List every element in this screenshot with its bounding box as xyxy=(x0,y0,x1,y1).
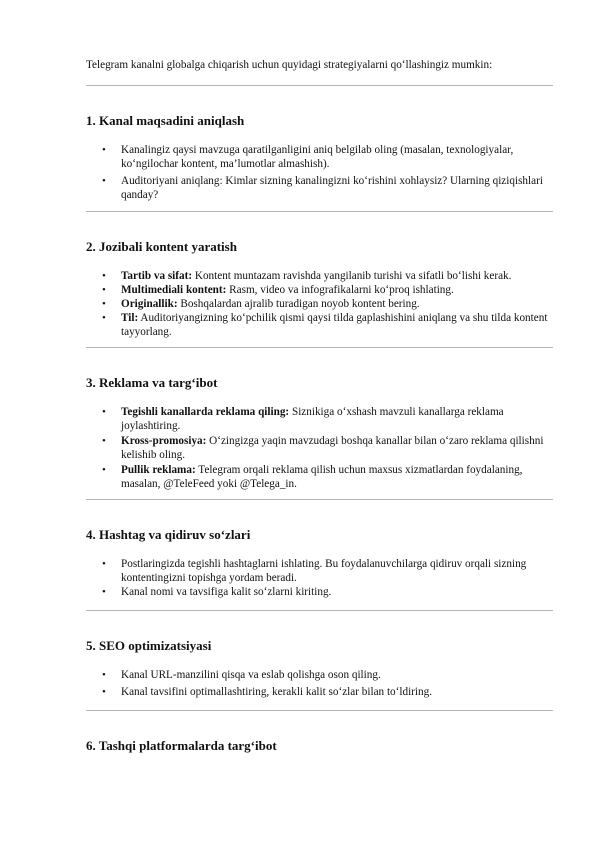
list-item: • Kanalingiz qaysi mavzuga qaratilganligini aniq belgilab oling (masalan, texnologiyalar, ko‘ngilochar kontent, ma’lumotlar almashish). xyxy=(102,144,514,170)
list-item: • Postlaringizda tegishli hashtaglarni ishlating. Bu foydalanuvchilarga qidiruv orqali sizning kontentingizni topishga yordam beradi. xyxy=(102,558,527,584)
section-title: 6. Tashqi platformalarda targ‘ibot xyxy=(86,738,277,753)
section-6 xyxy=(86,738,553,754)
divider xyxy=(86,610,553,611)
bullet-icon: • xyxy=(102,312,106,324)
divider xyxy=(86,499,553,500)
section-5 xyxy=(86,638,553,699)
divider xyxy=(86,710,553,711)
list-item: • Originallik: Boshqalardan ajralib turadigan noyob kontent bering. xyxy=(102,298,420,310)
bullet-icon: • xyxy=(102,270,106,282)
list-item: • Tegishli kanallarda reklama qiling: Siznikiga o‘xshash mavzuli kanallarga reklama joylashtiring. xyxy=(102,406,504,432)
section-1 xyxy=(86,113,553,202)
list-item: • Kross-promosiya: O‘zingizga yaqin mavzudagi boshqa kanallar bilan o‘zaro reklama qilishni kelishib oling. xyxy=(102,435,544,461)
section-title: 3. Reklama va targ‘ibot xyxy=(86,375,218,390)
section-title: 5. SEO optimizatsiyasi xyxy=(86,638,212,653)
bullet-icon: • xyxy=(102,284,106,296)
bullet-icon: • xyxy=(102,558,106,570)
list-item: • Kanal nomi va tavsifiga kalit so‘zlarni kiriting. xyxy=(102,586,332,598)
section-title: 2. Jozibali kontent yaratish xyxy=(86,239,237,254)
list-item: • Til: Auditoriyangizning ko‘pchilik qismi qaysi tilda gaplashishini aniqlang va shu tilda kontent tayyorlang. xyxy=(102,312,548,338)
bullet-icon: • xyxy=(102,686,106,698)
divider xyxy=(86,85,553,86)
section-4 xyxy=(86,527,553,599)
bullet-list xyxy=(86,557,553,599)
list-item: • Multimediali kontent: Rasm, video va infografikalarni ko‘proq ishlating. xyxy=(102,284,454,296)
bullet-list xyxy=(86,269,553,339)
list-item: • Auditoriyani aniqlang: Kimlar sizning kanalingizni ko‘rishini xohlaysiz? Ularning qiziqishlari qanday? xyxy=(102,175,543,201)
section-title: 4. Hashtag va qidiruv so‘zlari xyxy=(86,527,251,542)
bullet-icon: • xyxy=(102,144,106,156)
bullet-icon: • xyxy=(102,669,106,681)
bullet-icon: • xyxy=(102,175,106,187)
divider xyxy=(86,347,553,348)
divider xyxy=(86,211,553,212)
bullet-icon: • xyxy=(102,298,106,310)
list-item: • Tartib va sifat: Kontent muntazam ravishda yangilanib turishi va sifatli bo‘lishi kerak. xyxy=(102,270,512,282)
section-3 xyxy=(86,375,553,491)
intro-text: Telegram kanalni globalga chiqarish uchun quyidagi strategiyalarni qo‘llashingiz mumkin: xyxy=(86,59,493,71)
bullet-list xyxy=(86,405,553,491)
list-item: • Kanal URL-manzilini qisqa va eslab qolishga oson qiling. xyxy=(102,669,381,681)
bullet-icon: • xyxy=(102,464,106,476)
bullet-list xyxy=(86,143,553,202)
section-title: 1. Kanal maqsadini aniqlash xyxy=(86,113,245,128)
bullet-icon: • xyxy=(102,406,106,418)
section-2 xyxy=(86,239,553,339)
list-item: • Kanal tavsifini optimallashtiring, kerakli kalit so‘zlar bilan to‘ldiring. xyxy=(102,686,432,698)
list-item: • Pullik reklama: Telegram orqali reklama qilish uchun maxsus xizmatlardan foydalaning, masalan, @TeleFeed yoki @Telega_in. xyxy=(102,464,523,490)
document-page xyxy=(86,0,553,754)
bullet-icon: • xyxy=(102,435,106,447)
bullet-list xyxy=(86,668,553,699)
bullet-icon: • xyxy=(102,586,106,598)
